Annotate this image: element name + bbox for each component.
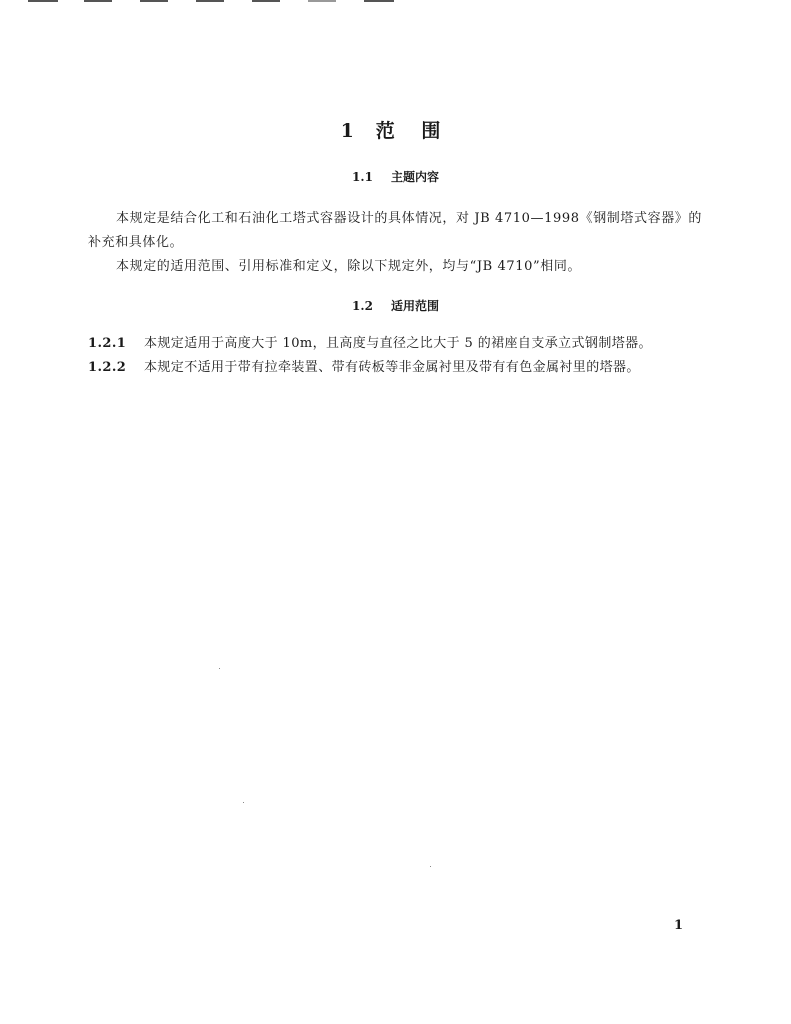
section-title: 主题内容 <box>390 170 439 184</box>
clause-text: 本规定不适用于带有拉牵装置、带有砖板等非金属衬里及带有有色金属衬里的塔器。 <box>144 360 640 375</box>
chapter-number: 1 <box>340 120 364 142</box>
section-heading-1-1 <box>0 168 791 185</box>
clause-text: 本规定适用于高度大于 10m，且高度与直径之比大于 5 的裙座自支承立式钢制塔器。 <box>144 336 652 351</box>
scan-speck <box>219 668 220 669</box>
clause-number: 1.2.1 <box>88 336 127 351</box>
scan-speck <box>430 866 431 867</box>
top-rule-7 <box>364 0 394 2</box>
section-number: 1.2 <box>352 299 373 313</box>
top-rule-4 <box>196 0 224 2</box>
clause-number: 1.2.2 <box>88 360 127 375</box>
page-number: 1 <box>674 918 684 933</box>
section-title: 适用范围 <box>390 299 439 313</box>
top-rule-2 <box>84 0 112 2</box>
section-heading-1-2 <box>0 297 791 314</box>
scan-speck <box>243 802 244 803</box>
clause-1-2-1 <box>88 332 708 356</box>
chapter-title-text: 范 围 <box>375 120 451 142</box>
top-rule-5 <box>252 0 280 2</box>
section-number: 1.1 <box>352 170 373 184</box>
top-rule-6 <box>308 0 336 2</box>
top-rule-1 <box>28 0 58 2</box>
paragraph-scope-2: 本规定的适用范围、引用标准和定义，除以下规定外，均与“JB 4710”相同。 <box>116 259 582 274</box>
top-rule-3 <box>140 0 168 2</box>
paragraph-scope-1: 本规定是结合化工和石油化工塔式容器设计的具体情况，对 JB 4710—1998《钢制塔式容器》的补充和具体化。 <box>88 211 702 250</box>
chapter-title <box>0 116 791 143</box>
clause-1-2-2 <box>88 356 708 380</box>
